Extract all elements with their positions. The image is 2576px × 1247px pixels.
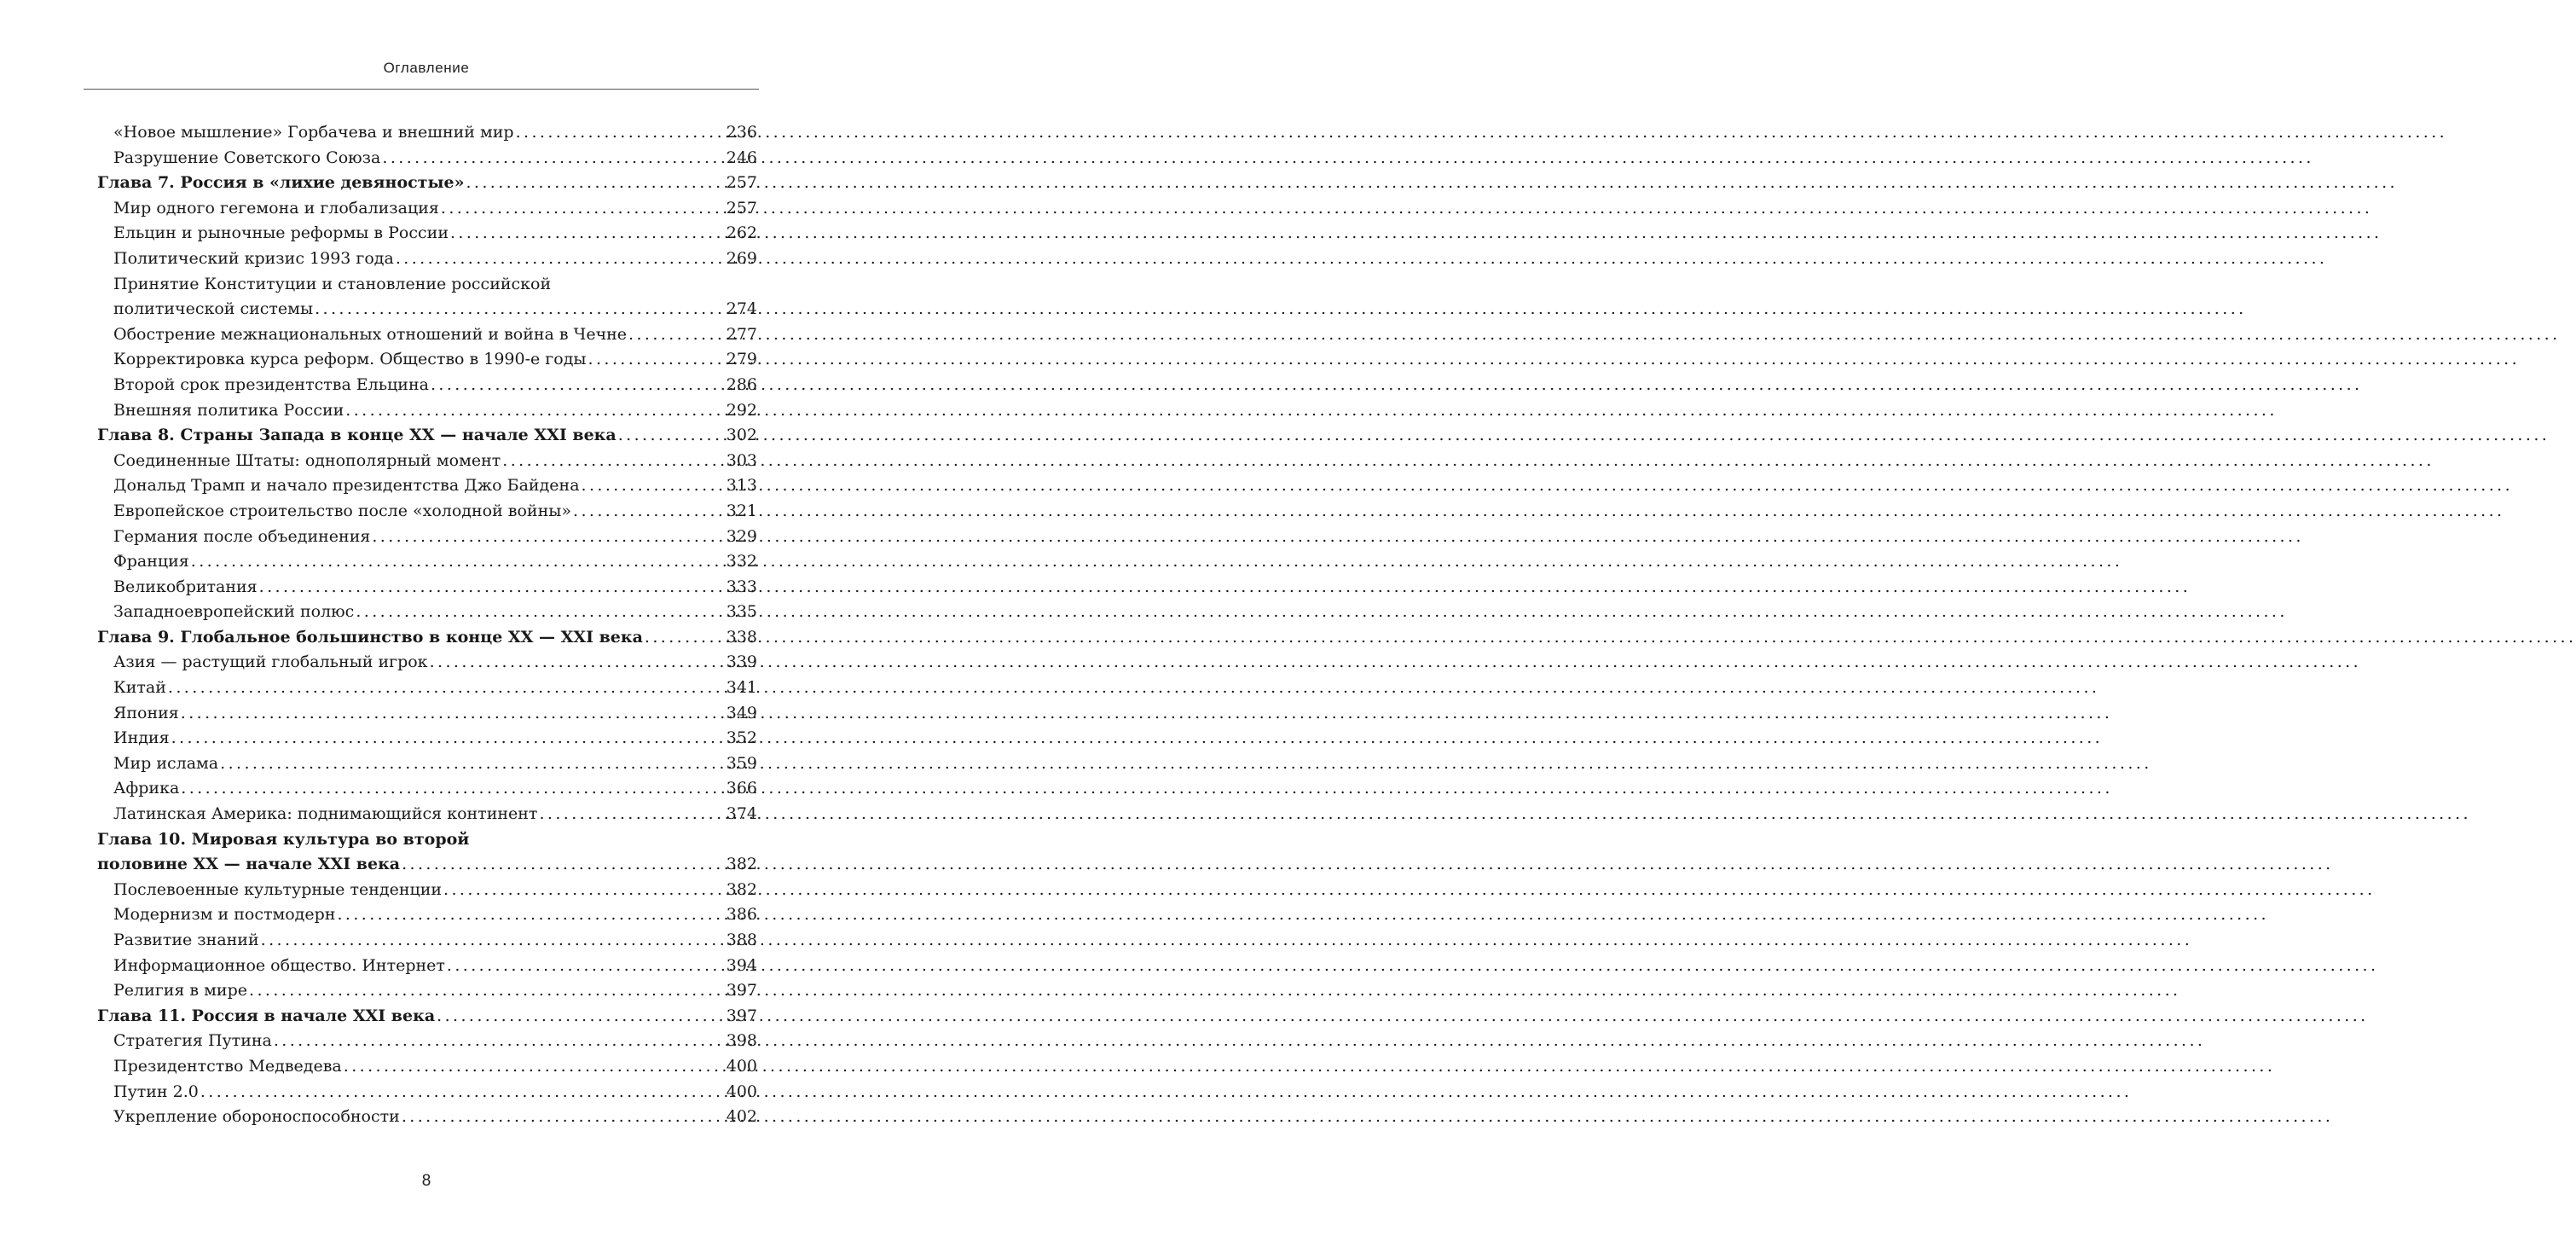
toc-entry[interactable] xyxy=(97,978,757,1004)
toc-entry[interactable] xyxy=(97,221,757,246)
toc-chapter-page: 397 xyxy=(726,1006,757,1025)
toc-entry-title: Политический кризис 1993 года xyxy=(113,248,394,268)
toc-entry-title: Индия xyxy=(113,728,170,748)
toc-entry-page: 313 xyxy=(726,476,757,496)
dot-leader xyxy=(191,549,725,575)
toc-chapter-title: Глава 7. Россия в «лихие девяностые» xyxy=(97,173,465,193)
toc-entry[interactable] xyxy=(97,120,757,146)
dot-leader xyxy=(588,347,725,373)
toc-entry[interactable] xyxy=(97,928,757,954)
dot-leader xyxy=(171,726,725,751)
toc-entry-page: 292 xyxy=(726,400,757,420)
toc-entry[interactable] xyxy=(97,373,757,398)
toc-entry[interactable] xyxy=(97,549,757,575)
toc-entry-title: Путин 2.0 xyxy=(113,1082,199,1101)
toc-entry-page: 246 xyxy=(726,148,757,167)
toc-entry-title: Мир ислама xyxy=(113,753,219,773)
toc-entry-page: 398 xyxy=(726,1031,757,1051)
page-number: 8 xyxy=(421,1172,431,1190)
dot-leader xyxy=(573,499,725,525)
toc-entry[interactable] xyxy=(97,701,757,727)
toc-entry[interactable] xyxy=(97,1105,757,1130)
header-rule xyxy=(84,89,759,90)
toc-entry-page: 397 xyxy=(726,981,757,1000)
toc-entry-title: Стратегия Путина xyxy=(113,1031,272,1051)
dot-leader xyxy=(200,1080,725,1105)
toc-chapter-title: Глава 9. Глобальное большинство в конце XX — XXI века xyxy=(97,627,643,647)
dot-leader xyxy=(450,221,725,246)
toc-entry-page: 286 xyxy=(726,374,757,394)
toc-entry[interactable] xyxy=(97,1054,757,1080)
toc-entry-page: 279 xyxy=(726,350,757,369)
dot-leader xyxy=(396,246,725,272)
toc-entry-title: Второй срок президентства Ельцина xyxy=(113,374,429,394)
toc-entry-page: 321 xyxy=(726,501,757,520)
toc-entry-page: 277 xyxy=(726,324,757,344)
toc-entry[interactable] xyxy=(97,347,757,373)
dot-leader xyxy=(502,449,724,474)
toc-entry-page: 394 xyxy=(726,955,757,975)
toc-entry[interactable] xyxy=(97,196,757,222)
dot-leader xyxy=(628,322,725,348)
toc-entry[interactable] xyxy=(97,954,757,979)
toc-entry-page: 269 xyxy=(726,248,757,268)
toc-entry-title-line1: Принятие Конституции и становление российской xyxy=(113,274,552,293)
toc-entry-page: 349 xyxy=(726,703,757,722)
toc-entry[interactable] xyxy=(97,676,757,701)
toc-entry-title: Азия — растущий глобальный игрок xyxy=(113,652,428,672)
toc-entry[interactable] xyxy=(97,575,757,600)
toc-chapter-page: 382 xyxy=(726,855,757,874)
toc-entry[interactable] xyxy=(97,146,757,171)
toc-entry[interactable] xyxy=(97,499,757,525)
toc-entry-title: Послевоенные культурные тенденции xyxy=(113,879,443,899)
toc-entry-page: 366 xyxy=(726,779,757,798)
toc-entry-page: 400 xyxy=(726,1082,757,1101)
toc-entry-title: Европейское строительство после «холодной войны» xyxy=(113,501,571,520)
dot-leader xyxy=(402,1105,725,1130)
dot-leader xyxy=(466,171,724,196)
toc-entry-title: «Новое мышление» Горбачева и внешний мир xyxy=(113,123,514,142)
dot-leader xyxy=(539,802,724,827)
toc-entry-page: 257 xyxy=(726,198,757,218)
dot-leader xyxy=(168,676,725,701)
toc-entry-title: Информационное общество. Интернет xyxy=(113,955,445,975)
toc-entry-title: Франция xyxy=(113,552,189,571)
table-of-contents xyxy=(97,120,757,1130)
toc-chapter-title: Глава 11. Россия в начале XXI века xyxy=(97,1006,436,1025)
dot-leader xyxy=(315,297,725,322)
dot-leader xyxy=(344,1054,725,1080)
toc-entry-title: Соединенные Штаты: однополярный момент xyxy=(113,450,501,470)
dot-leader xyxy=(181,701,725,727)
dot-leader xyxy=(582,473,725,499)
dot-leader xyxy=(441,196,725,222)
toc-entry-page: 329 xyxy=(726,526,757,546)
toc-chapter-title: Глава 8. Страны Запада в конце XX — начале XXI века xyxy=(97,426,617,445)
toc-entry-page: 341 xyxy=(726,678,757,698)
toc-entry-title: Дональд Трамп и начало президентства Джо Байдена xyxy=(113,476,580,496)
dot-leader xyxy=(402,852,725,878)
toc-chapter-page: 302 xyxy=(726,426,757,445)
toc-entry-title: Япония xyxy=(113,703,179,722)
toc-entry-title: Латинская Америка: поднимающийся континент xyxy=(113,804,538,824)
toc-chapter[interactable] xyxy=(97,171,757,196)
toc-entry[interactable] xyxy=(97,776,757,802)
toc-chapter-page: 257 xyxy=(726,173,757,193)
toc-entry[interactable] xyxy=(97,398,757,424)
dot-leader xyxy=(356,600,724,625)
toc-entry[interactable] xyxy=(97,449,757,474)
toc-entry-title: Модернизм и постмодерн xyxy=(113,905,336,925)
toc-entry[interactable] xyxy=(97,272,757,322)
dot-leader xyxy=(447,954,725,979)
toc-entry-page: 333 xyxy=(726,577,757,596)
toc-entry-page: 274 xyxy=(726,299,757,319)
dot-leader xyxy=(259,575,725,600)
toc-entry[interactable] xyxy=(97,525,757,550)
toc-entry-title: Развитие знаний xyxy=(113,931,259,949)
toc-entry-page: 388 xyxy=(726,931,757,949)
toc-chapter[interactable] xyxy=(97,827,757,878)
toc-entry[interactable] xyxy=(97,650,757,676)
toc-entry[interactable] xyxy=(97,902,757,928)
dot-leader xyxy=(261,928,725,954)
toc-entry-title: Африка xyxy=(113,779,180,798)
toc-entry-page: 382 xyxy=(726,879,757,899)
toc-entry-title: Ельцин и рыночные реформы в России xyxy=(113,223,449,243)
dot-leader xyxy=(443,878,725,903)
toc-entry-title: Президентство Медведева xyxy=(113,1056,342,1076)
toc-chapter[interactable] xyxy=(97,625,757,651)
toc-entry-title: Великобритания xyxy=(113,577,258,596)
toc-entry-page: 335 xyxy=(726,602,757,622)
toc-entry[interactable] xyxy=(97,751,757,777)
toc-entry-page: 402 xyxy=(726,1107,757,1127)
toc-chapter-title-line2: половине XX — начале XXI века xyxy=(97,855,401,874)
toc-entry-title: Корректировка курса реформ. Общество в 1990-е годы xyxy=(113,350,587,369)
toc-entry[interactable] xyxy=(97,802,757,827)
dot-leader xyxy=(618,423,725,449)
toc-entry[interactable] xyxy=(97,322,757,348)
toc-entry-title: Разрушение Советского Союза xyxy=(113,148,381,167)
toc-entry[interactable] xyxy=(97,878,757,903)
dot-leader xyxy=(645,625,725,651)
toc-entry-title: Германия после объединения xyxy=(113,526,371,546)
toc-entry-title: Укрепление обороноспособности xyxy=(113,1107,400,1127)
dot-leader xyxy=(274,1029,725,1054)
dot-leader xyxy=(430,650,725,676)
dot-leader xyxy=(382,146,724,171)
toc-entry-page: 236 xyxy=(726,123,757,142)
toc-entry-title: Религия в мире xyxy=(113,981,247,1000)
toc-entry[interactable] xyxy=(97,1080,757,1105)
toc-entry-page: 359 xyxy=(726,753,757,773)
toc-chapter-page: 338 xyxy=(726,627,757,647)
toc-entry[interactable] xyxy=(97,726,757,751)
dot-leader xyxy=(437,1004,725,1030)
toc-chapter[interactable] xyxy=(97,423,757,449)
toc-entry[interactable] xyxy=(97,246,757,272)
toc-entry-page: 352 xyxy=(726,728,757,748)
dot-leader xyxy=(372,525,724,550)
running-head: Оглавление xyxy=(383,60,470,76)
dot-leader xyxy=(345,398,724,424)
dot-leader xyxy=(337,902,724,928)
toc-chapter-title-line1: Глава 10. Мировая культура во второй xyxy=(97,829,470,849)
toc-entry[interactable] xyxy=(97,473,757,499)
dot-leader xyxy=(220,751,725,777)
dot-leader xyxy=(516,120,725,146)
toc-entry-title: Обострение межнациональных отношений и война в Чечне xyxy=(113,324,628,344)
toc-chapter[interactable] xyxy=(97,1004,757,1030)
toc-entry-title: Китай xyxy=(113,678,166,698)
toc-entry-page: 262 xyxy=(726,223,757,243)
toc-entry-page: 400 xyxy=(726,1056,757,1076)
toc-entry-title: Западноевропейский полюс xyxy=(113,602,355,622)
toc-entry-page: 386 xyxy=(726,905,757,925)
dot-leader xyxy=(249,978,725,1004)
toc-entry-page: 339 xyxy=(726,652,757,672)
toc-entry-title: Внешняя политика России xyxy=(113,400,344,420)
toc-entry[interactable] xyxy=(97,600,757,625)
dot-leader xyxy=(431,373,725,398)
toc-entry-page: 374 xyxy=(726,804,757,824)
toc-entry-title: Мир одного гегемона и глобализация xyxy=(113,198,439,218)
toc-entry[interactable] xyxy=(97,1029,757,1054)
toc-entry-page: 303 xyxy=(726,450,757,470)
dot-leader xyxy=(181,776,724,802)
toc-entry-page: 332 xyxy=(726,552,757,571)
toc-entry-title-line2: политической системы xyxy=(113,299,314,319)
